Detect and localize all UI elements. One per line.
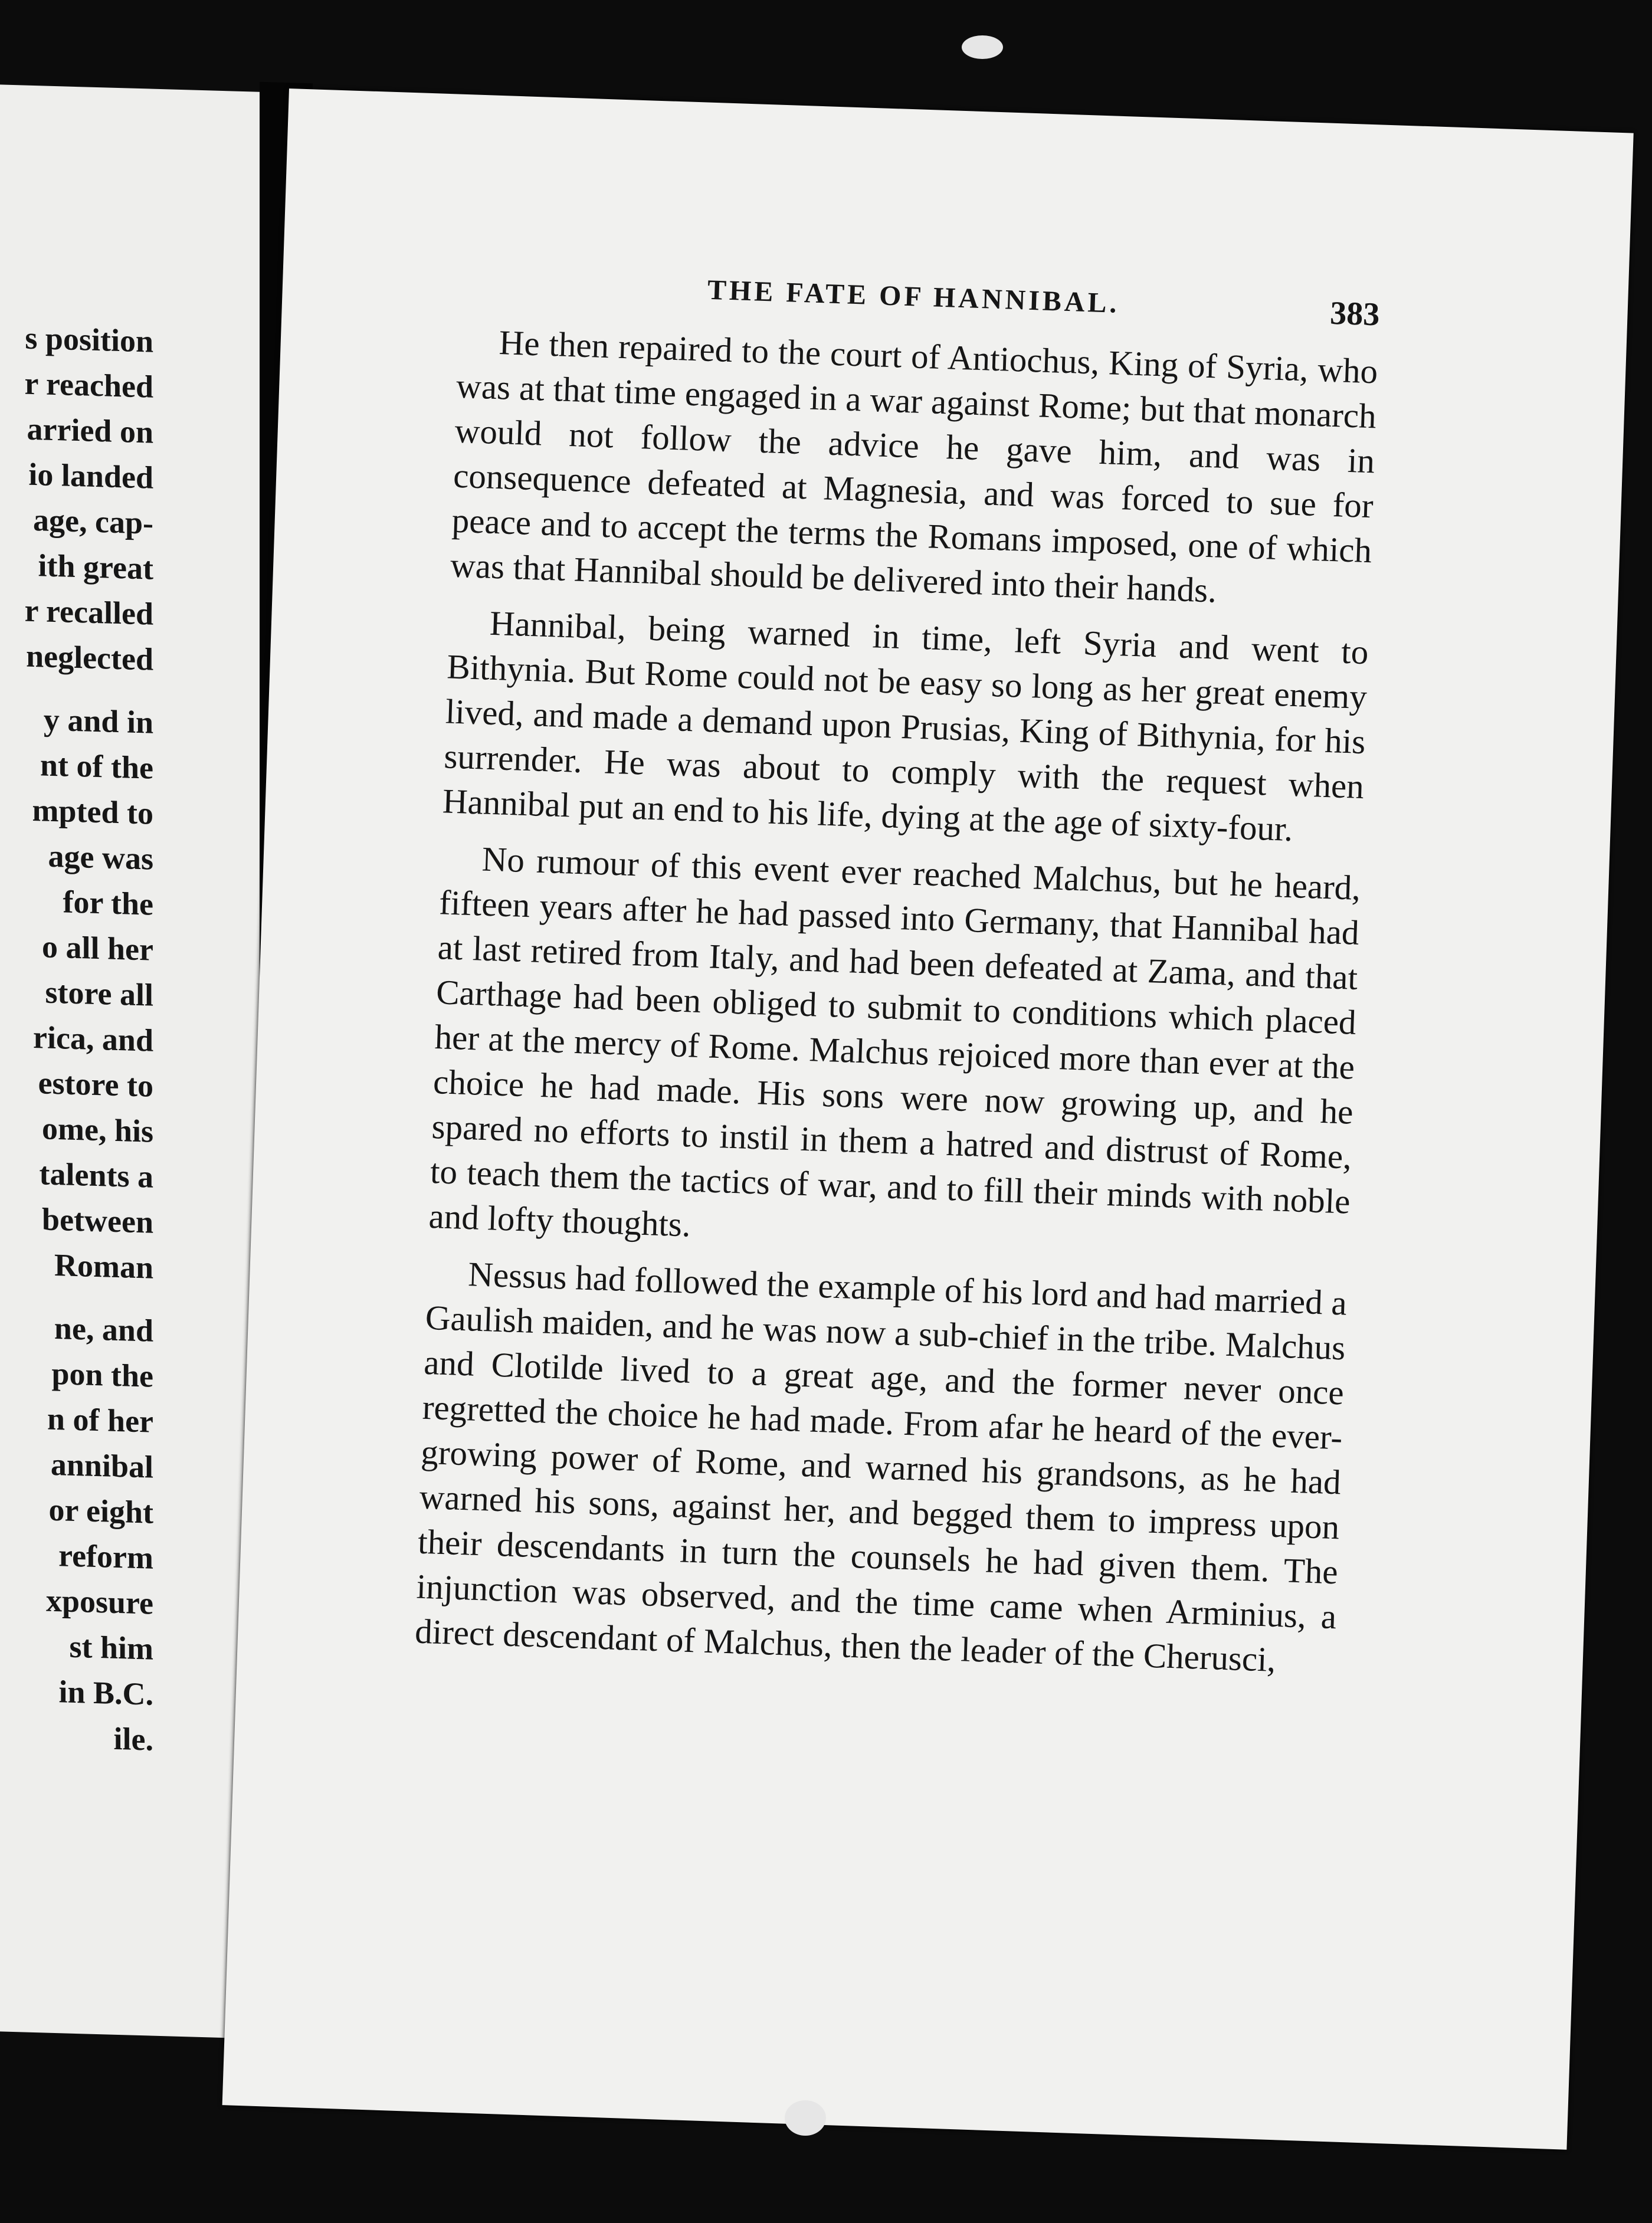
left-line: r reached <box>24 365 153 405</box>
left-line: in B.C. <box>58 1674 153 1712</box>
left-line: st him <box>69 1628 153 1667</box>
left-line: y and in <box>43 701 153 740</box>
left-line: neglected <box>26 638 153 677</box>
left-line: rica, and <box>32 1019 153 1058</box>
left-line: ile. <box>113 1720 153 1758</box>
paragraph: Hannibal, being warned in time, left Syria and went to Bithynia. But Rome could not be easy so long as her great enemy lived, and made a demand upon Prusias, King of Bithynia, for his surrender. He was about to comply with the request when Hannibal put an end to his life, dying at the age of sixty-four. <box>442 603 1369 849</box>
left-line: ne, and <box>54 1310 153 1349</box>
left-line: arried on <box>27 411 153 450</box>
left-line: pon the <box>51 1355 153 1394</box>
paragraph: He then repaired to the court of Antiochus, King of Syria, who was at that time engaged in a war against Rome; but that monarch would not follow the advice he gave him, and was in consequence defeated at Magnesia, and was forced to sue for peace and to accept the terms the Romans imposed, one of which was that Hannibal should be delivered into their hands. <box>450 323 1379 610</box>
paragraph: Nessus had followed the example of his lord and had married a Gaulish maiden, and he was now a sub-chief in the tribe. Malchus and Clotilde lived to a great age, and the former never once regretted the choice he had made. From afar he heard of the ever-growing power of Rome, and warned his grandsons, as he had warned his sons, against her, and begged them to impress upon their descendants in turn the counsels he had given them. The injunction was observed, and the time came when Arminius, a direct descendant of Malchus, then the leader of the Cherusci, <box>414 1254 1348 1679</box>
page-number: 383 <box>1329 294 1381 333</box>
left-line: talents a <box>39 1156 153 1195</box>
left-line: for the <box>63 884 153 922</box>
facing-page-text <box>0 314 153 1762</box>
scan-speck <box>785 2100 826 2136</box>
running-title: THE FATE OF HANNIBAL. <box>707 274 1120 319</box>
left-line: mpted to <box>32 792 153 831</box>
left-line: estore to <box>38 1065 153 1104</box>
left-line: age, cap- <box>33 502 153 541</box>
paragraph: No rumour of this event ever reached Malchus, but he heard, fifteen years after he had passed into Germany, that Hannibal had at last retired from Italy, and had been defeated at Zama, and that Carthage had been obliged to submit to conditions which placed her at the mercy of Rome. Malchus rejoiced more than ever at the choice he had made. His sons were now growing up, and he spared no efforts to instil in them a hatred and distrust of Rome, to teach them the tactics of war, and to fill their minds with noble and lofty thoughts. <box>428 839 1362 1244</box>
page-383 <box>222 88 1634 2150</box>
left-line: or eight <box>48 1491 153 1530</box>
page-content <box>414 265 1381 1696</box>
left-line: age was <box>48 838 153 877</box>
left-line: between <box>42 1201 153 1240</box>
left-line: s position <box>25 320 153 359</box>
left-line: ith great <box>38 547 153 586</box>
left-line: r recalled <box>24 592 153 632</box>
left-line: nt of the <box>40 747 153 786</box>
left-line: store all <box>45 974 153 1013</box>
left-line: o all her <box>42 929 153 968</box>
left-line: Roman <box>54 1247 153 1286</box>
left-line: n of her <box>47 1401 153 1440</box>
left-line: ome, his <box>42 1110 153 1149</box>
left-line: io landed <box>28 456 153 496</box>
left-line: reform <box>58 1537 153 1576</box>
scan-speck <box>962 35 1003 59</box>
left-line: xposure <box>45 1582 153 1621</box>
left-line: annibal <box>50 1446 153 1485</box>
